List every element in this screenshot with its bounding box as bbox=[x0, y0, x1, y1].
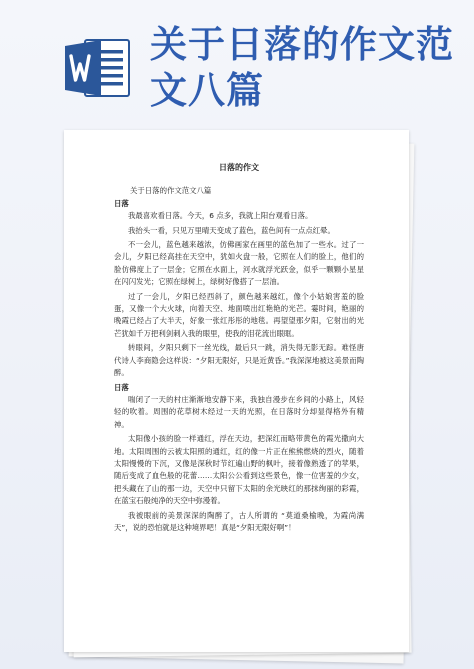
paragraph: 太阳像小孩的脸一样通红，浮在天边，把深红而略带黄色的霞光撒向大地。太阳周围的云被太阳照的通红，红的像一片正在熊熊燃烧的烈火，随着太阳慢慢的下沉，又像是深秋时节红遍山野的枫叶，接着像熟透了的苹果，随后变成了血色般的花蕾……太阳公公看到这些景色，像一位害羞的少女，把头藏在了山的那一边，天空中只留下太阳的余光映红的那抹绚丽的彩霞，在蓝宝石般纯净的天空中弥漫着。 bbox=[114, 434, 364, 506]
document-page bbox=[64, 130, 409, 652]
section-heading: 日落 bbox=[114, 198, 129, 208]
paragraph: 转眼间，夕阳只剩下一丝光线，最后只一跳，消失得无影无踪。难怪唐代诗人李商隐会这样说：“夕阳无限好，只是近黄昏。”我深深地被这美景而陶醉。 bbox=[114, 343, 364, 378]
document-subtitle: 关于日落的作文范文八篇 bbox=[130, 186, 212, 196]
page-title bbox=[150, 22, 454, 114]
document-title: 日落的作文 bbox=[219, 163, 259, 172]
document-preview bbox=[64, 130, 414, 660]
document-body bbox=[114, 162, 364, 536]
paragraph: 我被眼前的美景深深的陶醉了，古人所谓的 “莫道桑榆晚，为霞尚满天”，说的恐怕就是这种境界吧！真是“夕阳无限好啊”！ bbox=[114, 510, 364, 532]
paragraph: 不一会儿，蓝色越来越浓，仿佛画家在画里的蓝色加了一些水。过了一会儿，夕阳已经高挂在天空中，犹如火盘一般，它照在人们的脸上，他们的脸仿佛度上了一层金；它照在水面上，河水就浮光跃金，似乎一颗颗小星星在闪闪发光；它照在绿树上，绿树好像搭了一层油。 bbox=[114, 240, 364, 287]
title-line-1: 关于日落的作文范 bbox=[150, 23, 454, 66]
paragraph: 我抬头一看，只见万里晴天变成了蓝色，蓝色间有一点点红晕。 bbox=[128, 225, 335, 235]
paragraph: 我最喜欢看日落。今天，6 点多，我就上阳台观看日落。 bbox=[128, 211, 313, 221]
banner bbox=[0, 0, 474, 130]
word-doc-icon bbox=[63, 36, 131, 100]
title-line-2: 文八篇 bbox=[150, 69, 264, 112]
paragraph: 过了一会儿，夕阳已经西斜了，颜色越来越红，像个小姑娘害羞的脸蛋，又像一个大火球，向着天空、地面喷出红艳艳的光芒。霎时间，艳丽的晚霞已经占了大半天，好象一张红彤彤的地毯。再望望那夕阳，它射出的光芒犹如千万把利剑刺入我的眼里，使我的泪花流出眼眶。 bbox=[114, 291, 364, 338]
paragraph: 喘闭了一天的村庄渐渐地安静下来，我独自漫步在乡间的小路上，风轻轻的吹着。周围的花草树木经过一天的光照，在日落时分却显得格外有精神。 bbox=[114, 394, 364, 429]
section-heading: 日落 bbox=[114, 382, 129, 392]
